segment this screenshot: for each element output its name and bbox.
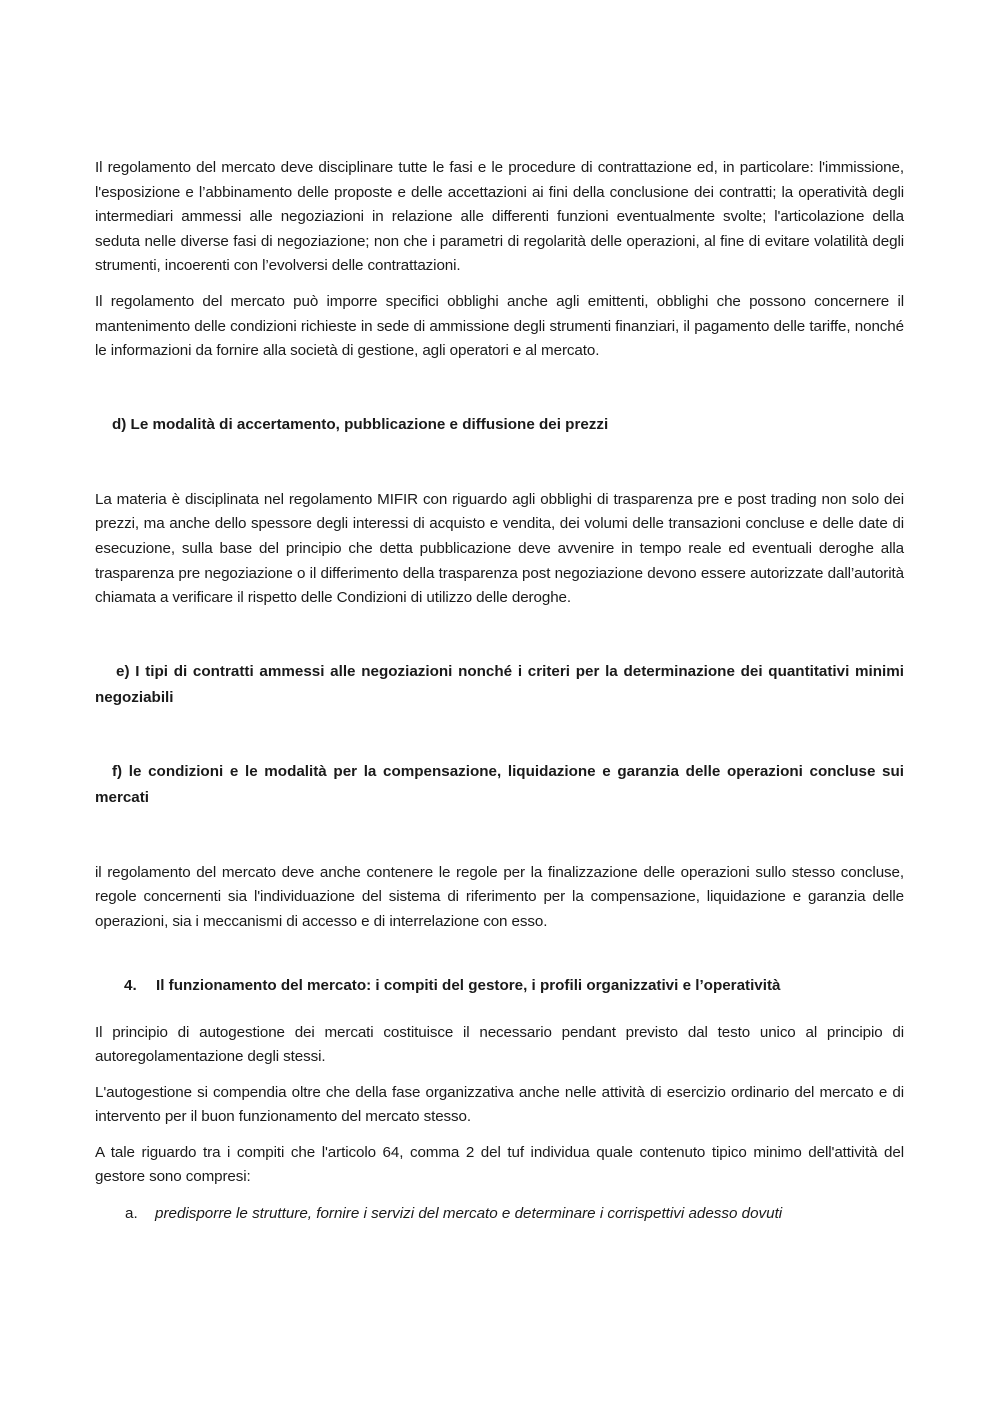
heading-e-contract-types: e) I tipi di contratti ammessi alle negoziazioni nonché i criteri per la determinazione dei quantitativi minimi negoziabili — [95, 662, 904, 706]
paragraph-trading-procedures: Il regolamento del mercato deve disciplinare tutte le fasi e le procedure di contrattazione ed, in particolare: l'immissione, l'esposizione e l’abbinamento delle proposte e delle accettazioni ai fini della conclusione dei contratti; la operatività degli intermediari ammessi alle negoziazioni in relazione alle differenti funzioni eventualmente svolte; l'articolazione della seduta nelle diverse fasi di negoziazione; non che i parametri di regolarità delle operazioni, al fine di evitare volatilità degli strumenti, incoerenti con l’evolversi delle contrattazioni. — [95, 159, 904, 275]
document-page — [95, 156, 904, 1226]
section-4-number: 4. — [124, 976, 137, 994]
paragraph-autogestione: L'autogestione si compendia oltre che della fase organizzativa anche nelle attività di esercizio ordinario del mercato e di intervento per il buon funzionamento del mercato stesso. — [95, 1083, 904, 1126]
paragraph-mifir-transparency: La materia è disciplinata nel regolamento MIFIR con riguardo agli obblighi di trasparenza pre e post trading non solo dei prezzi, ma anche dello spessore degli interessi di acquisto e vendita, dei volumi delle transazioni concluse e delle date di esecuzione, sulla base del principio che detta pubblicazione deve avvenire in tempo reale ed eventuali deroghe alla trasparenza pre negoziazione o il differimento della trasparenza post negoziazione devono essere autorizzate dall’autorità chiamata a verificare il rispetto delle Condizioni di utilizzo delle deroghe. — [95, 490, 904, 607]
list-marker-a: a. — [125, 1205, 138, 1223]
list-text-a: predisporre le strutture, fornire i servizi del mercato e determinare i corrispettivi adesso dovuti — [155, 1205, 783, 1223]
list-item-a — [95, 1202, 904, 1226]
paragraph-self-management: Il principio di autogestione dei mercati costituisce il necessario pendant previsto dal testo unico al principio di autoregolamentazione degli stessi. — [95, 1023, 904, 1066]
heading-d-prices: d) Le modalità di accertamento, pubblicazione e diffusione dei prezzi — [112, 415, 609, 433]
paragraph-settlement-rules: il regolamento del mercato deve anche contenere le regole per la finalizzazione delle operazioni sullo stesso concluse, regole concernenti sia l'individuazione del sistema di riferimento per la compensazione, liquidazione e garanzia delle operazioni, sia i meccanismi di accesso e di interrelazione con esso. — [95, 863, 904, 930]
heading-f-clearing: f) le condizioni e le modalità per la compensazione, liquidazione e garanzia delle operazioni concluse sui mercati — [95, 762, 904, 806]
paragraph-issuer-obligations: Il regolamento del mercato può imporre specifici obblighi anche agli emittenti, obblighi che possono concernere il mantenimento delle condizioni richieste in sede di ammissione degli strumenti finanziari, il pagamento delle tariffe, nonché le informazioni da fornire alla società di gestione, agli operatori e al mercato. — [95, 292, 904, 360]
paragraph-article-64: A tale riguardo tra i compiti che l'articolo 64, comma 2 del tuf individua quale contenuto tipico minimo dell'attività del gestore sono compresi: — [95, 1143, 904, 1186]
section-4-title: Il funzionamento del mercato: i compiti del gestore, i profili organizzativi e l’operatività — [156, 976, 781, 994]
section-4-heading — [95, 973, 904, 999]
